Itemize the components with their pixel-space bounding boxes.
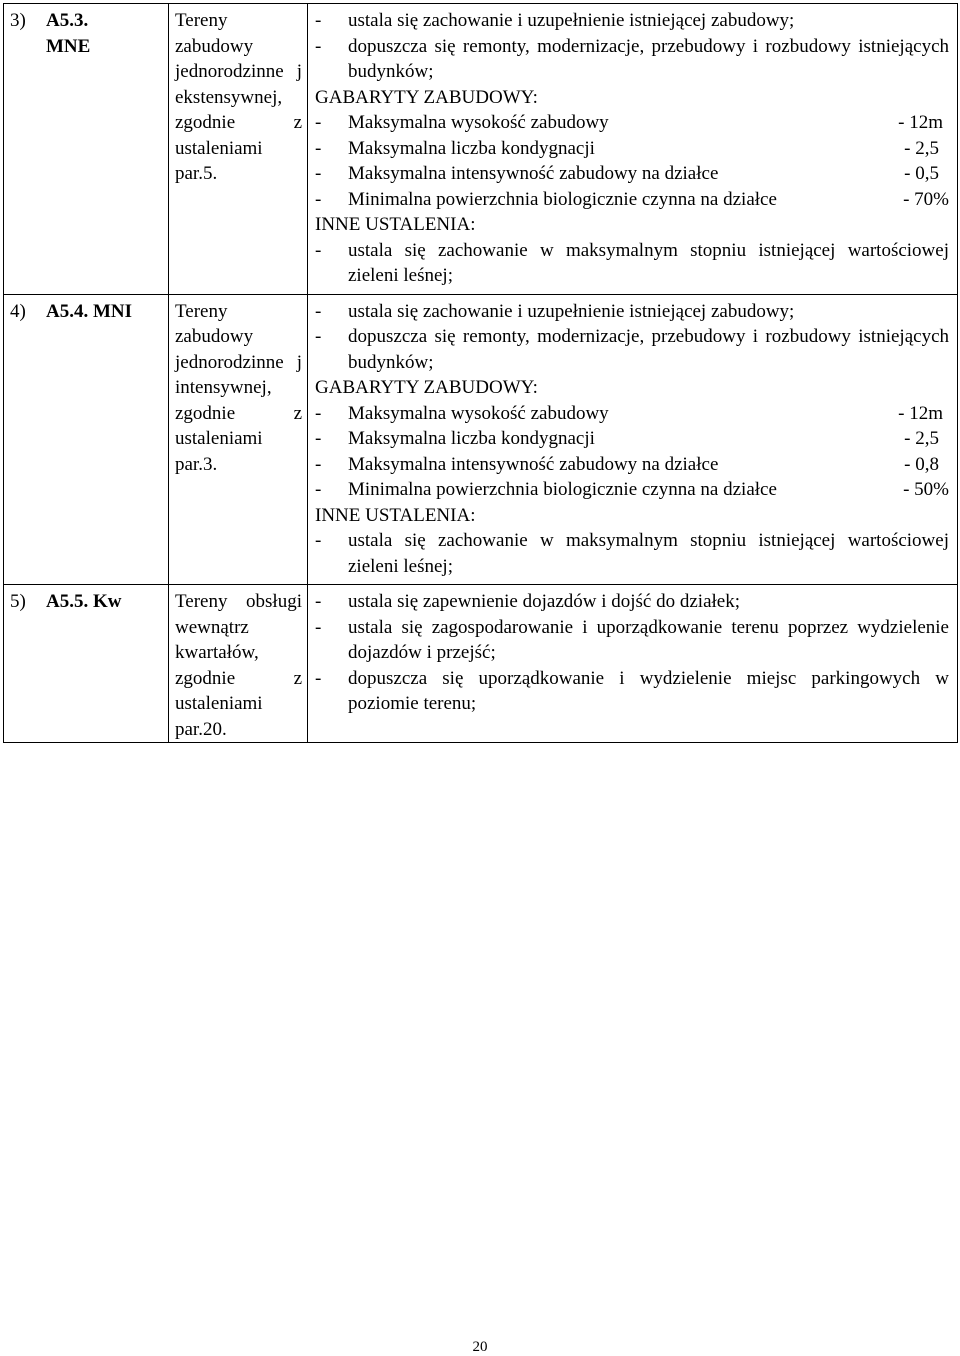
zone-description: Tereny zabudowy jednorodzinne j ekstensywnej, zgodnie z ustaleniami par.5.	[175, 10, 302, 184]
inne-heading: INNE USTALENIA:	[315, 214, 476, 235]
rule-item: - dopuszcza się remonty, modernizacje, przebudowy i rozbudowy istniejących budynków;	[315, 35, 949, 82]
rule-item: - ustala się zachowanie i uzupełnienie istniejącej zabudowy;	[315, 10, 795, 31]
rule-item: - dopuszcza się uporządkowanie i wydzielenie miejsc parkingowych w poziomie terenu;	[315, 667, 949, 714]
page-number: 20	[472, 1339, 488, 1355]
param-row: - Maksymalna wysokość zabudowy - 12m	[315, 112, 943, 133]
param-row: - Maksymalna intensywność zabudowy na działce - 0,8	[315, 453, 939, 475]
zone-rules	[308, 4, 957, 294]
zone-code: A5.3. MNE	[46, 10, 91, 57]
zone-code: A5.5. Kw	[46, 591, 122, 612]
row-number: 3)	[10, 10, 26, 31]
param-row: - Minimalna powierzchnia biologicznie czynna na działce - 70%	[315, 188, 949, 210]
param-row: - Maksymalna intensywność zabudowy na działce - 0,5	[315, 163, 939, 184]
zone-rules	[308, 295, 957, 585]
zone-code: A5.4. MNI	[46, 300, 133, 322]
table-row	[4, 294, 958, 585]
param-row: - Minimalna powierzchnia biologicznie czynna na działce - 50%	[315, 479, 949, 500]
rule-item: - ustala się zapewnienie dojazdów i dojść do działek;	[315, 591, 741, 612]
zone-description: Tereny obsługi wewnątrz kwartałów, zgodnie z ustaleniami par.20.	[175, 591, 302, 740]
param-row: - Maksymalna wysokość zabudowy - 12m	[315, 402, 943, 424]
rule-item: - ustala się zachowanie i uzupełnienie istniejącej zabudowy;	[315, 300, 795, 322]
zone-rules	[308, 585, 957, 722]
inne-heading: INNE USTALENIA:	[315, 504, 476, 526]
row-number: 4)	[10, 300, 26, 322]
rule-item: - ustala się zachowanie w maksymalnym stopniu istniejącej wartościowej zieleni leśnej;	[315, 530, 949, 577]
zoning-table	[3, 3, 958, 743]
param-row: - Maksymalna liczba kondygnacji - 2,5	[315, 137, 939, 159]
gabaryty-heading: GABARYTY ZABUDOWY:	[315, 377, 538, 398]
param-row: - Maksymalna liczba kondygnacji - 2,5	[315, 428, 939, 449]
table-row	[4, 4, 958, 295]
gabaryty-heading: GABARYTY ZABUDOWY:	[315, 86, 538, 108]
table-row	[4, 585, 958, 743]
rule-item: - dopuszcza się remonty, modernizacje, przebudowy i rozbudowy istniejących budynków;	[315, 326, 949, 373]
row-number: 5)	[10, 591, 26, 612]
rule-item: - ustala się zagospodarowanie i uporządkowanie terenu poprzez wydzielenie dojazdów i przejść;	[315, 616, 949, 663]
zone-description: Tereny zabudowy jednorodzinne j intensywnej, zgodnie z ustaleniami par.3.	[175, 300, 302, 475]
rule-item: - ustala się zachowanie w maksymalnym stopniu istniejącej wartościowej zieleni leśnej;	[315, 239, 949, 286]
